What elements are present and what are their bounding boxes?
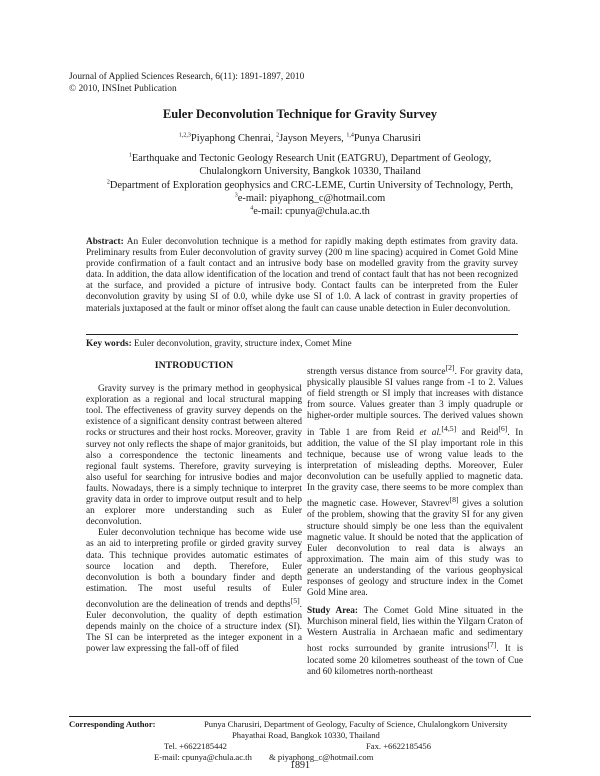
journal-citation: Journal of Applied Sciences Research, 6(11): 1891-1897, 2010: [69, 72, 305, 82]
keywords: [86, 339, 518, 349]
citation-ref: [7]: [487, 640, 497, 650]
author-affil-sup: 1,2,3: [178, 132, 191, 139]
affil-sup: 4: [250, 205, 254, 212]
citation-ref: [5]: [290, 595, 300, 605]
citation-ref: [6]: [498, 423, 508, 433]
paragraph-text: strength versus distance from source: [307, 367, 446, 378]
citation-ref: [4,5]: [441, 423, 457, 433]
author-list: [0, 133, 600, 144]
keywords-label: Key words:: [86, 339, 132, 349]
paragraph-text: et al.: [419, 427, 442, 438]
footer-divider: [69, 716, 531, 717]
footer-label: Corresponding Author:: [69, 719, 156, 729]
paragraph-text: The Comet Gold Mine situated in the Murchison mineral field, lies within the Yilgarn Craton of Western Australia in Archaean mafic and sedimentary host rocks surrounded by granite intrusions: [307, 606, 523, 655]
column-left: [86, 360, 302, 655]
paragraph-text: . It is located some 20 kilometres southeast of the town of Cue and 60 kilometres north-northeast: [307, 644, 523, 677]
affil-line: Department of Exploration geophysics and CRC-LEME, Curtin University of Technology, Perth,: [109, 179, 514, 191]
author-name: Piyaphong Chenrai,: [190, 133, 277, 144]
citation-ref: [2]: [445, 363, 455, 372]
page-number: 1891: [290, 760, 310, 771]
affil-email[interactable]: e-mail: cpunya@chula.ac.th: [253, 206, 370, 218]
author-affil-sup: 1,4: [346, 132, 354, 139]
paragraph: Gravity survey is the primary method in geophysical exploration as a regional and local structural mapping tool. The effectiveness of gravity survey depends on the existence of a significant density contrast between altered rocks or structures and their host rocks. Moreover, gravity survey not only reflects the shape of major granitoids, but also a correspondence the tectonic lineaments and regional fault systems. Therefore, gravity surveying is also useful for searching for intrusive bodies and major faults. Nowadays, there is a simply technique to interpret gravity data in order to improve output result and to help an explorer more understanding such as Euler deconvolution.: [86, 384, 302, 528]
column-right: [307, 362, 523, 678]
author-affil-sup: 2: [276, 132, 280, 139]
paragraph-text: Euler deconvolution technique has become wide use as an aid to interpreting profile or girded gravity survey data. This technique provides automatic estimates of source location and depth. Therefore, Euler deconvolution is both a boundary finder and depth estimation. The most useful results of Euler deconvolution are the delineation of trends and depths: [86, 528, 302, 610]
paper-title: Euler Deconvolution Technique for Gravity Survey: [162, 107, 438, 121]
affil-sup: 3: [234, 192, 238, 199]
footer-line: Phayathai Road, Bangkok 10330, Thailand: [232, 730, 380, 740]
journal-copyright: © 2010, INSInet Publication: [69, 84, 177, 94]
affil-line: Earthquake and Tectonic Geology Research Unit (EATGRU), Department of Geology,: [131, 153, 492, 164]
keywords-text: Euler deconvolution, gravity, structure index, Comet Mine: [131, 339, 352, 349]
citation-ref: [8]: [449, 495, 459, 505]
paragraph-text: . Euler deconvolution, the quality of depth estimation depends mainly on the choice of a structure index (SI). The SI can be interpreted as the integer exponent in a power law expressing the fall-off of filed: [86, 599, 302, 655]
footer-fax: Fax. +6622185456: [366, 741, 432, 751]
abstract-text: An Euler deconvolution technique is a method for rapidly making depth estimates from gravity data. Preliminary results from Euler deconvolution of gravity survey (200 m line spacing) acquired in Comet Gold Mine provide confirmation of a fault contact and an intrusive body base on modelled gravity from the gravity survey data. In addition, the data allow identification of the location and trend of contact fault that has not been recognized at the surface, and provided a picture of intrusive body. Contact faults can be interpreted from the Euler deconvolution gravity by using SI of 0.0, while dyke use SI of 1.0. A lack of contrast in gravity properties of materials juxtaposed at the fault or minor offset along the fault can cause unable detection in Euler deconvolution.: [86, 237, 518, 314]
paragraph: [307, 606, 523, 678]
paragraph: [307, 362, 523, 599]
paragraph: [86, 528, 302, 655]
paragraph-text: . In addition, the value of the SI play important role in this technique, because use of wrong value leads to the interpretation of misleading depths. Moreover, Euler deconvolution can be usefully applied to magnetic data. In the gravity case, there seems to be more complex than the magnetic case. However, Stavrev: [307, 427, 523, 510]
footer-email[interactable]: E-mail: cpunya@chula.ac.th & piyaphong_c@hotmail.com: [154, 752, 374, 762]
affil-sup: 2: [106, 179, 110, 186]
subsection-heading: Study Area:: [307, 606, 359, 617]
affiliations: [95, 152, 525, 218]
journal-header: [69, 71, 304, 95]
footer-line: Punya Charusiri, Department of Geology, Faculty of Science, Chulalongkorn University: [204, 719, 508, 729]
abstract-label: Abstract:: [86, 237, 124, 247]
section-heading: INTRODUCTION: [154, 360, 234, 371]
paragraph-text: and Reid: [456, 427, 499, 438]
affil-line: Chulalongkorn University, Bangkok 10330, Thailand: [199, 166, 421, 178]
paragraph-text: . For gravity data, physically plausible SI values range from -1 to 2. Values of field strength or SI imply that increases with distance from source. Values greater than 3 imply quadruple or higher-order multiple sources. The derived values shown in Table 1 are from Reid: [307, 367, 523, 438]
paragraph-text: gives a solution of the problem, showing that the gravity SI for any given structure should simply be one less than the equivalent magnetic value. It should be noted that the application of Euler deconvolution to real data is always an approximation. The main aim of this study was to generate an understanding of the various geophysical responses of geology and structure index in the Comet Gold Mine area.: [307, 499, 523, 599]
affil-email[interactable]: e-mail: piyaphong_c@hotmail.com: [237, 192, 386, 204]
abstract: [86, 237, 518, 315]
divider: [86, 334, 518, 335]
author-name: Jayson Meyers,: [279, 133, 347, 144]
footer-tel: Tel. +6622185442: [164, 741, 227, 751]
affil-sup: 1: [128, 152, 132, 159]
author-name: Punya Charusiri: [353, 133, 422, 144]
